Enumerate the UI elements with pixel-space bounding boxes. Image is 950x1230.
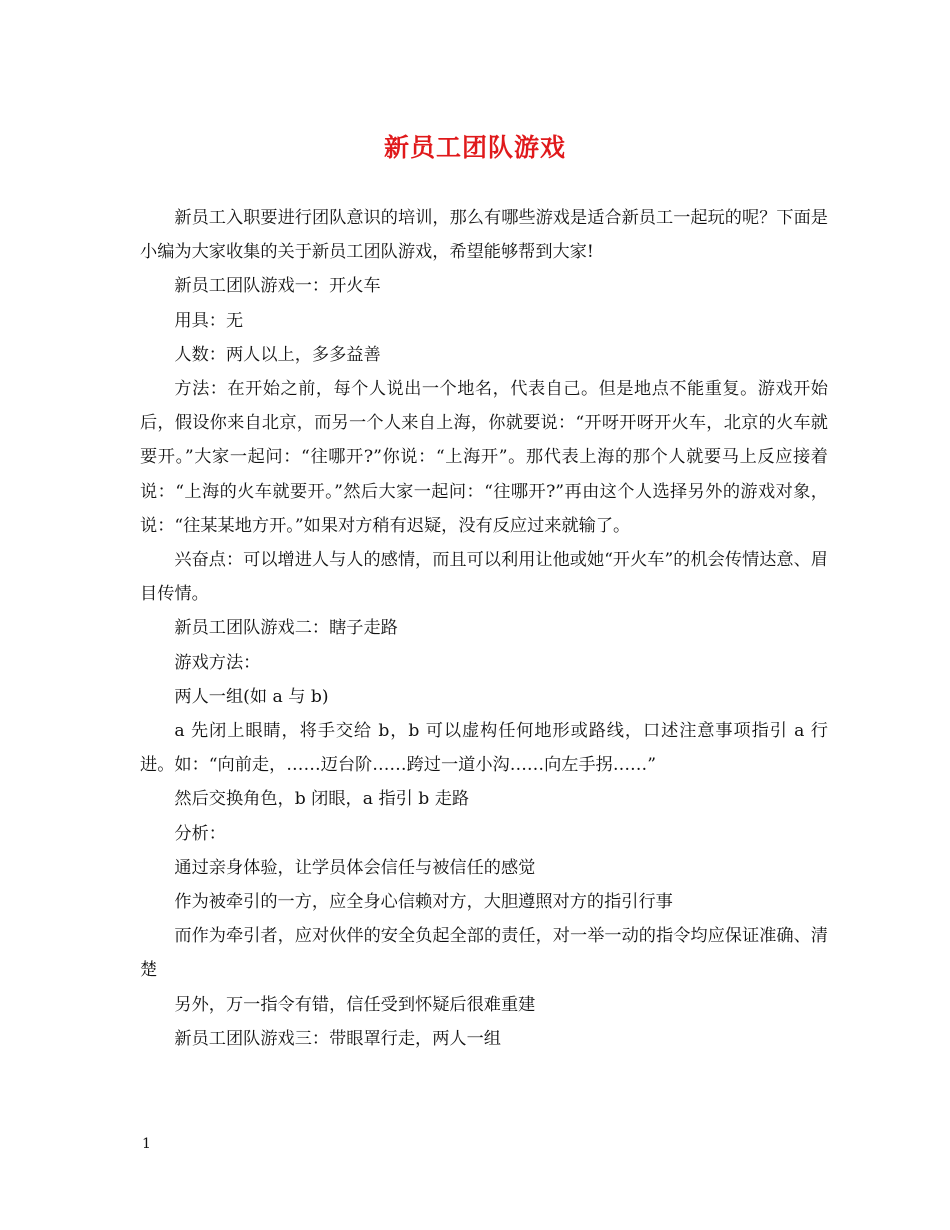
paragraph-game2-swap: 然后交换角色，b 闭眼，a 指引 b 走路	[174, 789, 470, 810]
paragraph-game1-tools: 用具：无	[174, 310, 244, 331]
paragraph-analysis-3: 而作为牵引者，应对伙伴的安全负起全部的责任，对一举一动的指令均应保证准确、清楚	[140, 926, 828, 981]
paragraph-game1-highlight: 兴奋点：可以增进人与人的感情，而且可以利用让他或她“开火车”的机会传情达意、眉目传情。	[140, 550, 828, 605]
paragraph-intro: 新员工入职要进行团队意识的培训，那么有哪些游戏是适合新员工一起玩的呢？下面是小编为大家收集的关于新员工团队游戏，希望能够帮到大家!	[140, 208, 828, 263]
document-title: 新员工团队游戏	[383, 133, 566, 162]
paragraph-game2-groups: 两人一组(如 a 与 b)	[174, 686, 329, 707]
document-body	[140, 201, 828, 1056]
paragraph-game2-analysis-label: 分析：	[174, 823, 226, 844]
paragraph-game1-method: 方法：在开始之前，每个人说出一个地名，代表自己。但是地点不能重复。游戏开始后，假设你来自北京，而另一个人来自上海，你就要说：“开呀开呀开火车，北京的火车就要开。”大家一起问：“往哪开?”你说：“上海开”。那代表上海的那个人就要马上反应接着说：“上海的火车就要开。”然后大家一起问：“往哪开?”再由这个人选择另外的游戏对象，说：“往某某地方开。”如果对方稍有迟疑，没有反应过来就输了。	[140, 379, 828, 536]
paragraph-game3-heading: 新员工团队游戏三：带眼罩行走，两人一组	[174, 1028, 501, 1049]
paragraph-game2-steps: a 先闭上眼睛，将手交给 b，b 可以虚构任何地形或路线，口述注意事项指引 a 行进。如：“向前走，……迈台阶……跨过一道小沟……向左手拐……”	[140, 721, 828, 776]
paragraph-game2-heading: 新员工团队游戏二：瞎子走路	[174, 618, 398, 639]
paragraph-analysis-1: 通过亲身体验，让学员体会信任与被信任的感觉	[174, 857, 536, 878]
paragraph-game2-method-label: 游戏方法：	[174, 652, 261, 673]
paragraph-analysis-4: 另外，万一指令有错，信任受到怀疑后很难重建	[174, 994, 536, 1015]
page-number: 1	[142, 1136, 151, 1152]
paragraph-analysis-2: 作为被牵引的一方，应全身心信赖对方，大胆遵照对方的指引行事	[174, 892, 673, 913]
paragraph-game1-heading: 新员工团队游戏一：开火车	[174, 276, 381, 297]
paragraph-game1-players: 人数：两人以上，多多益善	[174, 344, 381, 365]
